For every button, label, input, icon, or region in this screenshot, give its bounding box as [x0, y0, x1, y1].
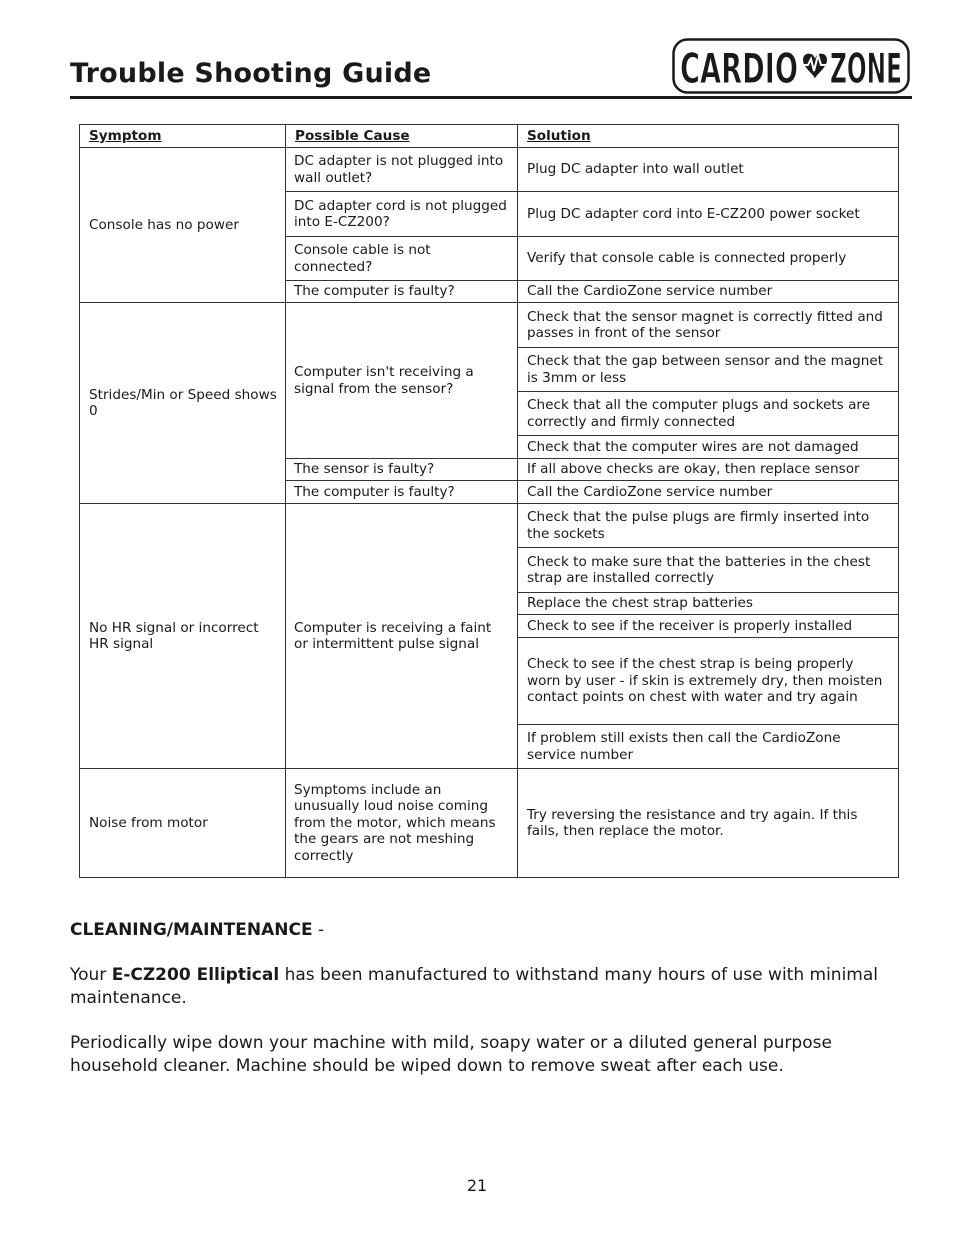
cause-cell: Console cable is not connected? — [286, 237, 518, 281]
cause-cell: DC adapter cord is not plugged into E-CZ200? — [286, 192, 518, 237]
solution-cell: Plug DC adapter into wall outlet — [518, 148, 899, 192]
solution-cell: Replace the chest strap batteries — [518, 593, 899, 615]
solution-cell: Check to see if the receiver is properly installed — [518, 615, 899, 638]
cause-cell: DC adapter is not plugged into wall outlet? — [286, 148, 518, 192]
solution-cell: Plug DC adapter cord into E-CZ200 power socket — [518, 192, 899, 237]
cause-cell: The computer is faulty? — [286, 481, 518, 504]
cleaning-heading — [70, 918, 324, 942]
solution-cell: Check that the sensor magnet is correctly fitted and passes in front of the sensor — [518, 303, 899, 348]
solution-cell: If all above checks are okay, then replace sensor — [518, 459, 899, 481]
cleaning-heading-label: CLEANING/MAINTENANCE — [70, 920, 313, 940]
para1-text-end: has been manufactured to withstand many hours of use with minimal maintenance. — [70, 965, 878, 1008]
solution-cell: Call the CardioZone service number — [518, 481, 899, 504]
cleaning-paragraph-1 — [70, 964, 912, 1010]
cause-cell: Symptoms include an unusually loud noise coming from the motor, which means the gears are not meshing correctly — [286, 769, 518, 878]
solution-cell: Verify that console cable is connected properly — [518, 237, 899, 281]
table-header-row — [80, 125, 899, 148]
cause-cell: The sensor is faulty? — [286, 459, 518, 481]
model-name: E-CZ200 Elliptical — [111, 965, 280, 985]
symptom-cell: Strides/Min or Speed shows 0 — [80, 303, 286, 504]
logo-text-cardio: CARDIO — [680, 44, 798, 93]
table-row — [80, 769, 899, 878]
cleaning-paragraph-2: Periodically wipe down your machine with mild, soapy water or a diluted general purpose household cleaner. Machine should be wiped down to remove sweat after each use. — [70, 1033, 832, 1076]
header-possible-cause: Possible Cause — [286, 125, 518, 148]
solution-cell: Check that the computer wires are not damaged — [518, 436, 899, 459]
page-title: Trouble Shooting Guide — [70, 58, 432, 89]
solution-cell: If problem still exists then call the CardioZone service number — [518, 725, 899, 769]
header-solution: Solution — [518, 125, 899, 148]
header-rule — [70, 96, 912, 99]
cause-cell: Computer isn't receiving a signal from the sensor? — [286, 303, 518, 459]
para1-text: Your — [70, 965, 112, 985]
table-row — [80, 303, 899, 348]
solution-cell: Check to make sure that the batteries in the chest strap are installed correctly — [518, 548, 899, 593]
table-row — [80, 148, 899, 192]
solution-cell: Check that the gap between sensor and the magnet is 3mm or less — [518, 348, 899, 392]
header-symptom: Symptom — [80, 125, 286, 148]
solution-cell: Check that all the computer plugs and sockets are correctly and firmly connected — [518, 392, 899, 436]
cleaning-heading-suffix: - — [312, 920, 325, 940]
symptom-cell: No HR signal or incorrect HR signal — [80, 504, 286, 769]
table-row — [80, 504, 899, 548]
symptom-cell: Noise from motor — [80, 769, 286, 878]
solution-cell: Try reversing the resistance and try again. If this fails, then replace the motor. — [518, 769, 899, 878]
troubleshooting-table — [79, 124, 899, 878]
solution-cell: Check to see if the chest strap is being properly worn by user - if skin is extremely dry, then moisten contact points on chest with water and try again — [518, 638, 899, 725]
solution-cell: Call the CardioZone service number — [518, 281, 899, 303]
cardiozone-logo — [672, 38, 910, 94]
symptom-cell: Console has no power — [80, 148, 286, 303]
page-number: 21 — [466, 1176, 488, 1195]
cause-cell: The computer is faulty? — [286, 281, 518, 303]
solution-cell: Check that the pulse plugs are firmly inserted into the sockets — [518, 504, 899, 548]
cause-cell: Computer is receiving a faint or intermittent pulse signal — [286, 504, 518, 769]
logo-text-zone: ZONE — [830, 44, 902, 93]
